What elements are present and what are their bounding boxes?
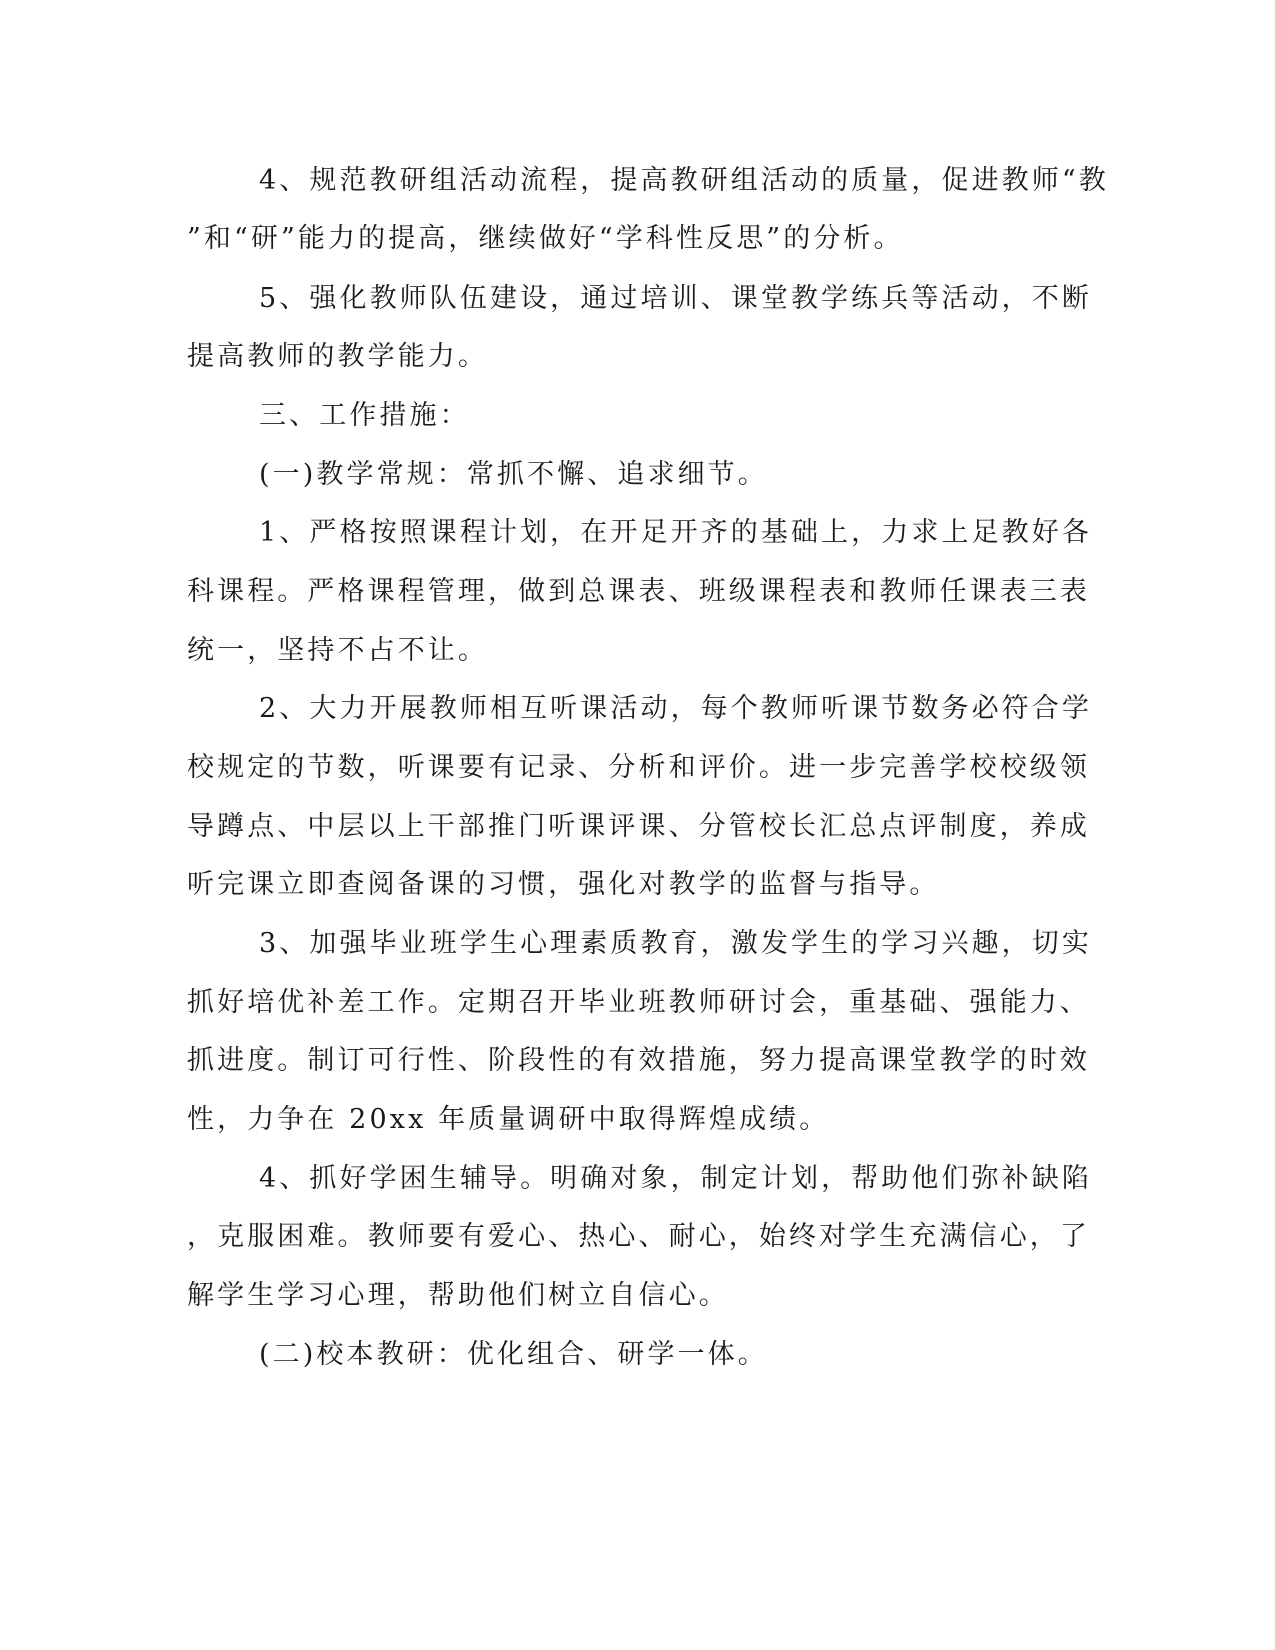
text-line: 科课程。严格课程管理，做到总课表、班级课程表和教师任课表三表 bbox=[187, 576, 1090, 607]
text-line: 听完课立即查阅备课的习惯，强化对教学的监督与指导。 bbox=[187, 869, 940, 900]
text-line: 性，力争在 20xx 年质量调研中取得辉煌成绩。 bbox=[187, 1104, 830, 1135]
text-line: 5、强化教师队伍建设，通过培训、课堂教学练兵等活动，不断 bbox=[259, 283, 1092, 314]
text-line: 抓好培优补差工作。定期召开毕业班教师研讨会，重基础、强能力、 bbox=[187, 987, 1090, 1018]
subsection-heading: (二)校本教研：优化组合、研学一体。 bbox=[259, 1339, 768, 1370]
text-line: 解学生学习心理，帮助他们树立自信心。 bbox=[187, 1280, 729, 1311]
text-line: ”和“研”能力的提高，继续做好“学科性反思”的分析。 bbox=[187, 223, 904, 254]
text-line: 1、严格按照课程计划，在开足开齐的基础上，力求上足教好各 bbox=[259, 517, 1092, 548]
text-line: 提高教师的教学能力。 bbox=[187, 341, 488, 372]
text-line: 3、加强毕业班学生心理素质教育，激发学生的学习兴趣，切实 bbox=[259, 928, 1092, 959]
text-line: 导蹲点、中层以上干部推门听课评课、分管校长汇总点评制度，养成 bbox=[187, 811, 1090, 842]
subsection-heading: (一)教学常规：常抓不懈、追求细节。 bbox=[259, 459, 768, 490]
text-line: 4、抓好学困生辅导。明确对象，制定计划，帮助他们弥补缺陷 bbox=[259, 1163, 1092, 1194]
text-line: ，克服困难。教师要有爱心、热心、耐心，始终对学生充满信心，了 bbox=[187, 1221, 1090, 1252]
text-line: 抓进度。制订可行性、阶段性的有效措施，努力提高课堂教学的时效 bbox=[187, 1045, 1090, 1076]
text-line: 统一，坚持不占不让。 bbox=[187, 635, 488, 666]
text-line: 4、规范教研组活动流程，提高教研组活动的质量，促进教师“教 bbox=[259, 165, 1109, 196]
text-line: 校规定的节数，听课要有记录、分析和评价。进一步完善学校校级领 bbox=[187, 752, 1090, 783]
text-line: 2、大力开展教师相互听课活动，每个教师听课节数务必符合学 bbox=[259, 693, 1092, 724]
section-heading: 三、工作措施： bbox=[259, 400, 470, 431]
